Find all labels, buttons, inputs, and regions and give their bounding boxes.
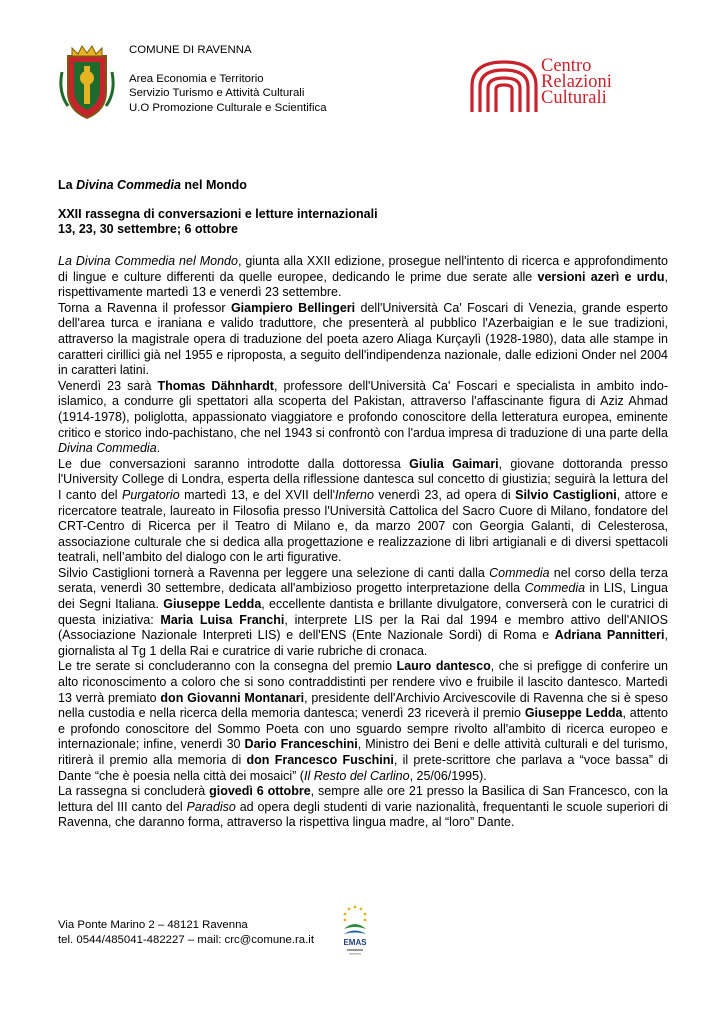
municipality-name: COMUNE DI RAVENNA: [129, 44, 252, 56]
text-run: Silvio Castiglioni tornerà a Ravenna per leggere una selezione di canti dalla: [58, 565, 490, 580]
footer-address: Via Ponte Marino 2 – 48121 Ravenna: [58, 919, 248, 931]
text-run: martedì 13, e del XVII dell': [179, 487, 336, 502]
bold-text: giovedì 6 ottobre: [209, 784, 311, 799]
text-run: , sempre alle ore 21 presso la Basilica di San Francesco, con la lettura del III canto del: [58, 784, 668, 814]
italic-text: La Divina Commedia nel Mondo: [58, 254, 238, 268]
text-run: .: [156, 441, 161, 456]
paragraph: [58, 457, 668, 566]
page-title: [58, 178, 668, 193]
text-run: , attento e profondo conoscitore del Sommo Poeta con uno sguardo sempre rivolto all'ambito di ricerca europeo e internazionale; infine, venerdì 30: [58, 706, 668, 752]
footer: [58, 918, 314, 947]
ravenna-coat-of-arms-icon: [58, 42, 116, 120]
bold-text: Adriana Pannitteri: [554, 628, 665, 643]
title-suffix: nel Mondo: [180, 178, 247, 192]
text-run: , interprete LIS per la Rai dal 1994 e membro attivo dell'ANIOS (Associazione Nazionale Interpreti LIS) e dell'ENS (Ente Nazionale Sordi) di Roma e: [58, 612, 668, 643]
body-text: [58, 254, 668, 831]
italic-text: Divina Commedia: [58, 441, 157, 456]
title-italic: Divina Commedia: [76, 178, 181, 192]
bold-text: Lauro dantesco: [396, 659, 491, 674]
crc-word-relazioni: Relazioni: [541, 72, 612, 92]
bold-text: Giulia Gaimari: [409, 456, 499, 471]
bold-text: Giuseppe Ledda: [524, 706, 623, 721]
department-name: Area Economia e Territorio: [129, 72, 264, 85]
title-block: [58, 178, 668, 237]
title-prefix: La: [58, 178, 77, 192]
text-run: , professore dell'Università Ca' Foscari e specialista in ambito indo-islamico, a condurre gli spettatori alla scoperta del Pakistan, attraverso l'affascinante figura di Aziz Ahmad (1914-1978), poliglotta, appassionato viaggiatore e profondo conoscitore della letteratura europea, eminente critico e storico indo-pachistano, che nel 1943 si confrontò con l'ardua impresa di traduzione di una parte della: [58, 378, 669, 440]
bold-text: Giuseppe Ledda: [163, 597, 262, 612]
italic-text: Purgatorio: [121, 487, 180, 502]
text-run: , giunta alla XXII edizione, prosegue nell'intento di ricerca e approfondimento di lingue e culture differenti da quelle europee, dedicando le prime due serate alle: [58, 254, 668, 284]
italic-text: Commedia: [489, 565, 550, 580]
text-run: , eccellente dantista e brillante divulgatore, converserà con le curatrici di questa iniziativa:: [58, 597, 669, 627]
text-run: ad opera degli studenti di varie nazionalità, frequentanti le scuole superiori di Ravenna, che daranno forma, attraverso la rispettiva lingua madre, al “loro” Dante.: [58, 799, 668, 830]
text-run: , giovane dottoranda presso l'University College di Londra, esperta della riflessione dantesca sul concetto di giustizia; seguirà la lettura del I canto del: [58, 456, 668, 502]
emas-label: EMAS: [343, 938, 367, 947]
text-run: , che si prefigge di conferire un alto riconoscimento a coloro che si sono contraddistinti per rendere vivo e fruibile il lascito dantesco. Martedì 13 verrà premiato: [58, 659, 669, 705]
paragraph: [58, 566, 668, 660]
bold-text: Thomas Dähnhardt: [157, 378, 274, 393]
text-run: in LIS, Lingua dei Segni Italiana.: [58, 581, 668, 612]
text-run: , attore e ricercatore teatrale, laureato in Filosofia presso l'Università Cattolica del Sacro Cuore di Milano, fondatore del CRT-Centro di Ricerca per il Teatro di Milano e, da marzo 2007 con Georgia Galanti, di Celesterosa, associazione culturale che si dedica alla progettazione e realizzazione di libri artigianali e di diversi spettacoli teatrali, nell’ambito del dialogo con le arti figurative.: [58, 487, 668, 565]
bold-text: Maria Luisa Franchi: [160, 612, 285, 627]
bold-text: Dario Franceschini: [244, 737, 358, 752]
crc-logo-text: [541, 58, 612, 106]
bold-text: don Giovanni Montanari: [160, 690, 305, 705]
bold-text: Silvio Castiglioni: [515, 487, 617, 502]
italic-text: Il Resto del Carlino: [303, 768, 410, 783]
text-run: , rispettivamente martedì 13 e venerdì 23 settembre.: [58, 269, 668, 300]
emas-logo-icon: [338, 903, 372, 959]
footer-contacts: tel. 0544/485041-482227 – mail: crc@comune.ra.it: [58, 933, 314, 946]
text-run: nel corso della terza serata, venerdì 30 settembre, dedicata all'ambizioso progetto interpretazione della: [58, 565, 668, 596]
italic-text: Commedia: [524, 581, 586, 596]
text-run: La rassegna si concluderà: [58, 784, 210, 799]
text-run: , 25/06/1995).: [409, 768, 487, 783]
bold-text: don Francesco Fuschini: [246, 753, 394, 767]
page-subtitle: XXII rassegna di conversazioni e letture internazionali: [58, 207, 378, 221]
text-run: , presidente dell'Archivio Arcivescovile di Ravenna che si è speso nella custodia e nella ricerca della memoria dantesca; venerdì 23 riceverà il premio: [58, 690, 668, 721]
italic-text: Inferno: [335, 487, 374, 502]
crc-word-centro: Centro: [541, 56, 592, 76]
service-name: Servizio Turismo e Attività Culturali: [129, 87, 305, 100]
crc-word-culturali: Culturali: [541, 88, 607, 108]
paragraph: [58, 659, 668, 784]
text-run: Venerdì 23 sarà: [58, 378, 158, 393]
text-run: , il prete-scrittore che parlava a “voce bassa” di Dante “che è poesia nella città dei mosaici” (: [58, 753, 668, 783]
paragraph: [58, 301, 668, 379]
paragraph: [58, 254, 668, 301]
bold-text: Giampiero Bellingeri: [230, 300, 356, 315]
bold-text: versioni azerì e urdu: [537, 269, 665, 284]
text-run: , Ministro dei Beni e delle attività culturali e del turismo, ritirerà il premio alla memoria di: [58, 737, 668, 767]
text-run: Le tre serate si concluderanno con la consegna del premio: [58, 659, 397, 674]
text-run: dell'Università Ca' Foscari di Venezia, grande esperto dell'area turca e iraniana e valido traduttore, che presenterà al pubblico l'Azerbaigian e le sue tradizioni, attraverso la magistrale opera di traduzione del poeta azero Aliaga Kurçaylì (1928-1980), data alle stampe in caratteri cirillici già nel 1955 e riproposta, a seguito dell'indipendenza nazionale, dalle edizioni Onder nel 2004 in caratteri latini.: [58, 300, 668, 378]
text-run: Le due conversazioni saranno introdotte dalla dottoressa: [58, 456, 410, 471]
text-run: venerdì 23, ad opera di: [373, 487, 516, 502]
italic-text: Paradiso: [186, 799, 236, 814]
paragraph: [58, 379, 668, 457]
paragraph: [58, 784, 668, 831]
text-run: Torna a Ravenna il professor: [58, 300, 231, 315]
unit-name: U.O Promozione Culturale e Scientifica: [129, 101, 327, 114]
header-block: [129, 43, 327, 115]
event-dates: 13, 23, 30 settembre; 6 ottobre: [58, 222, 238, 236]
text-run: , giornalista al Tg 1 della Rai e curatrice di varie rubriche di cronaca.: [58, 628, 668, 658]
